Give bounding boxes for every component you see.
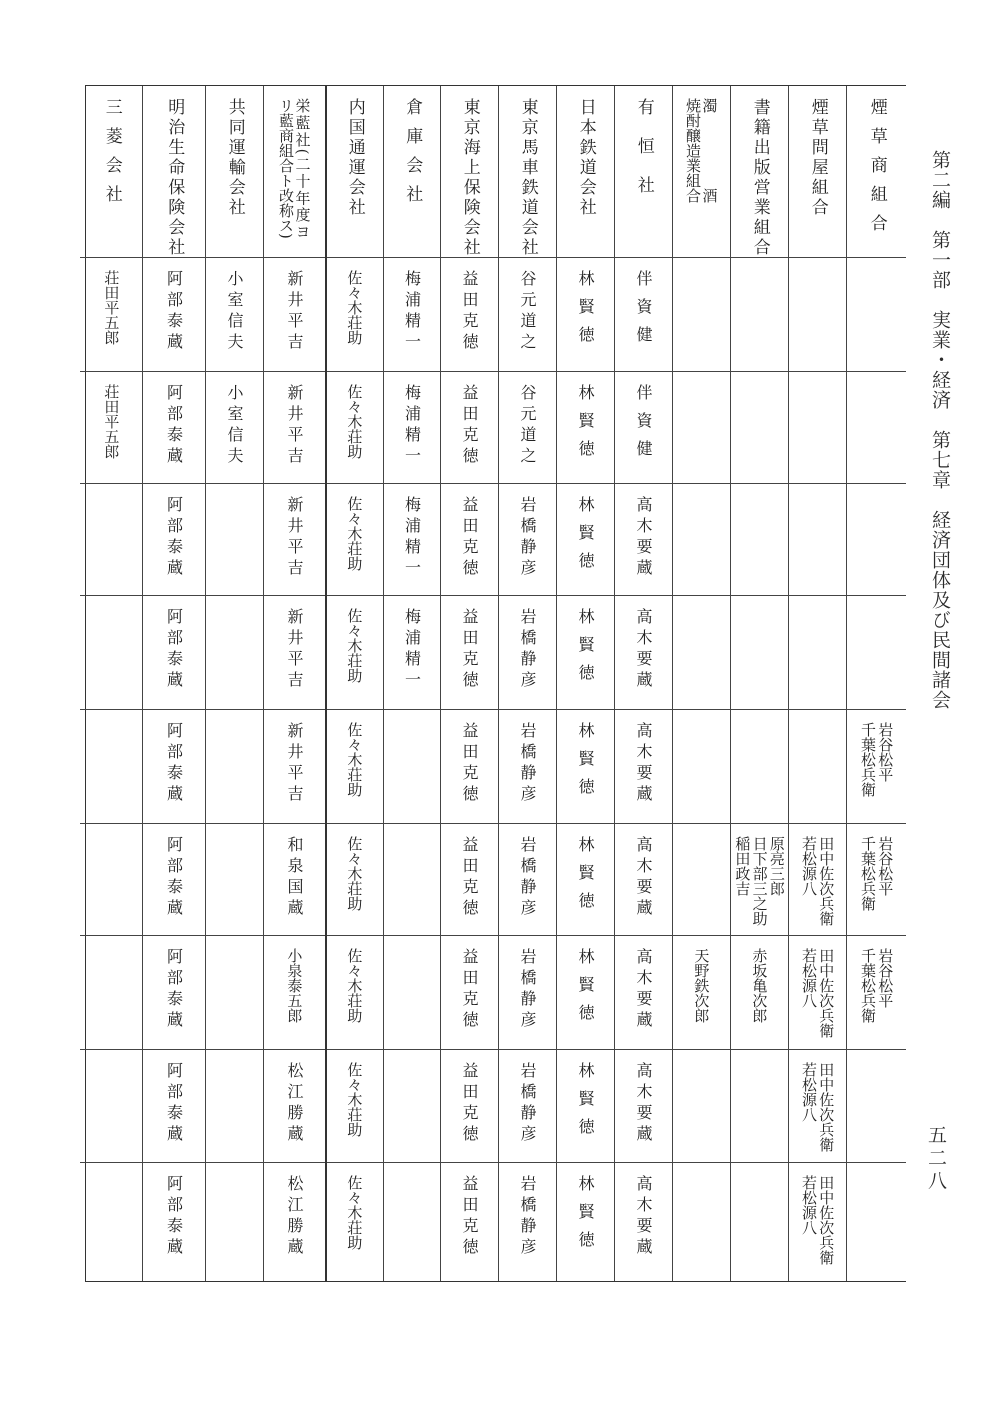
cell-name: 阿部泰蔵 bbox=[164, 948, 184, 1032]
table-cell bbox=[498, 596, 556, 710]
table-cell bbox=[263, 484, 325, 596]
table-cell bbox=[846, 372, 906, 484]
cell-name: 益田克徳 bbox=[459, 836, 479, 920]
cell-name: 岩橋静彦 bbox=[517, 722, 537, 806]
column-header-label: 有恒社 bbox=[633, 98, 654, 215]
table-column bbox=[672, 86, 731, 1281]
table-cell bbox=[142, 710, 205, 824]
table-cell bbox=[440, 372, 498, 484]
table-cell bbox=[80, 372, 142, 484]
column-header bbox=[383, 86, 440, 258]
table-cell bbox=[846, 936, 906, 1050]
table-cell bbox=[498, 936, 556, 1050]
table-cell bbox=[142, 258, 205, 372]
cell-name: 梅浦精一 bbox=[402, 608, 422, 692]
table-cell bbox=[80, 936, 142, 1050]
table-cell bbox=[672, 710, 730, 824]
cell-name: 小室信夫 bbox=[224, 270, 244, 354]
table-cell bbox=[556, 596, 614, 710]
table-cell bbox=[730, 258, 788, 372]
table-cell bbox=[672, 1050, 730, 1163]
table-cell bbox=[263, 1050, 325, 1163]
cell-name: 益田克徳 bbox=[459, 948, 479, 1032]
table-cell bbox=[672, 596, 730, 710]
cell-name: 阿部泰蔵 bbox=[164, 836, 184, 920]
table-cell bbox=[142, 596, 205, 710]
cell-name: 伴資健 bbox=[633, 270, 653, 354]
table-cell bbox=[788, 596, 846, 710]
cell-name: 益田克徳 bbox=[459, 1175, 479, 1259]
column-header-label: 三菱会社 bbox=[101, 98, 122, 214]
column-header bbox=[205, 86, 263, 258]
column-header-label: 日本鉄道会社 bbox=[575, 98, 596, 218]
table-cell bbox=[142, 824, 205, 936]
table-cell bbox=[788, 1163, 846, 1281]
cell-name: 林賢徳 bbox=[575, 384, 595, 468]
table-cell bbox=[263, 824, 325, 936]
cell-name: 岩橋静彦 bbox=[517, 1062, 537, 1146]
cell-name: 新井平吉 bbox=[284, 270, 304, 354]
table-cell bbox=[383, 596, 440, 710]
cell-name: 高木要蔵 bbox=[633, 836, 653, 920]
table-cell bbox=[440, 824, 498, 936]
column-header-label: 濁酒 焼酎醸造業組合 bbox=[684, 98, 719, 203]
cell-name: 岩橋静彦 bbox=[517, 836, 537, 920]
table-cell bbox=[730, 1163, 788, 1281]
column-header-label: 内国通運会社 bbox=[344, 98, 365, 218]
table-cell bbox=[672, 936, 730, 1050]
table-cell bbox=[325, 824, 383, 936]
table-cell bbox=[325, 1163, 383, 1281]
table-cell bbox=[383, 936, 440, 1050]
cell-name: 佐々木荘助 bbox=[345, 1062, 364, 1137]
cell-name: 阿部泰蔵 bbox=[164, 384, 184, 468]
column-header-label: 煙草商組合 bbox=[866, 98, 887, 243]
cell-name: 新井平吉 bbox=[284, 722, 304, 806]
cell-name: 田中佐次兵衛 若松源八 bbox=[800, 948, 836, 1038]
table-cell bbox=[614, 1163, 672, 1281]
table-cell bbox=[205, 824, 263, 936]
cell-name: 梅浦精一 bbox=[402, 496, 422, 580]
table-cell bbox=[383, 372, 440, 484]
cell-name: 林賢徳 bbox=[575, 948, 595, 1032]
table-cell bbox=[142, 936, 205, 1050]
cell-name: 阿部泰蔵 bbox=[164, 496, 184, 580]
cell-name: 小室信夫 bbox=[224, 384, 244, 468]
table-cell bbox=[142, 372, 205, 484]
table-cell bbox=[205, 936, 263, 1050]
table-cell bbox=[383, 484, 440, 596]
column-header-label: 共同運輸会社 bbox=[224, 98, 245, 218]
table-cell bbox=[383, 1163, 440, 1281]
cell-name: 高木要蔵 bbox=[633, 608, 653, 692]
table-cell bbox=[556, 1050, 614, 1163]
table-cell bbox=[730, 1050, 788, 1163]
cell-name: 益田克徳 bbox=[459, 384, 479, 468]
table-cell bbox=[672, 258, 730, 372]
table-cell bbox=[788, 824, 846, 936]
column-header bbox=[846, 86, 906, 258]
table-cell bbox=[498, 372, 556, 484]
column-header bbox=[788, 86, 846, 258]
column-header bbox=[440, 86, 498, 258]
table-cell bbox=[205, 596, 263, 710]
table-cell bbox=[788, 1050, 846, 1163]
cell-name: 岩谷松平 千葉松兵衛 bbox=[859, 836, 895, 911]
table-cell bbox=[846, 710, 906, 824]
table-cell bbox=[325, 258, 383, 372]
page-number: 五二八 bbox=[925, 1125, 947, 1194]
table-cell bbox=[142, 1050, 205, 1163]
table-cell bbox=[614, 372, 672, 484]
cell-name: 梅浦精一 bbox=[402, 384, 422, 468]
cell-name: 田中佐次兵衛 若松源八 bbox=[800, 1175, 836, 1265]
table-cell bbox=[788, 936, 846, 1050]
table-cell bbox=[440, 258, 498, 372]
cell-name: 佐々木荘助 bbox=[345, 384, 364, 459]
running-head: 第二編 第一部 実業・経済 第七章 経済団体及び民間諸会 bbox=[929, 150, 951, 710]
table-column bbox=[440, 86, 499, 1281]
column-header bbox=[614, 86, 672, 258]
column-header-label: 東京海上保険会社 bbox=[459, 98, 480, 258]
table-cell bbox=[614, 1050, 672, 1163]
table-cell bbox=[672, 824, 730, 936]
table-cell bbox=[556, 710, 614, 824]
table-cell bbox=[498, 1050, 556, 1163]
column-header bbox=[556, 86, 614, 258]
cell-name: 田中佐次兵衛 若松源八 bbox=[800, 1062, 836, 1152]
table-cell bbox=[440, 936, 498, 1050]
table-cell bbox=[383, 710, 440, 824]
table-cell bbox=[672, 484, 730, 596]
table-cell bbox=[788, 710, 846, 824]
cell-name: 林賢徳 bbox=[575, 608, 595, 692]
table-cell bbox=[80, 258, 142, 372]
table-cell bbox=[263, 258, 325, 372]
column-header bbox=[142, 86, 205, 258]
table-cell bbox=[80, 710, 142, 824]
cell-name: 高木要蔵 bbox=[633, 1175, 653, 1259]
table-cell bbox=[846, 258, 906, 372]
cell-name: 天野鉄次郎 bbox=[692, 948, 711, 1023]
cell-name: 益田克徳 bbox=[459, 496, 479, 580]
cell-name: 高木要蔵 bbox=[633, 948, 653, 1032]
table-column bbox=[788, 86, 847, 1281]
cell-name: 梅浦精一 bbox=[402, 270, 422, 354]
column-header bbox=[730, 86, 788, 258]
cell-name: 赤坂亀次郎 bbox=[750, 948, 769, 1023]
table-cell bbox=[80, 596, 142, 710]
table-cell bbox=[614, 596, 672, 710]
cell-name: 岩橋静彦 bbox=[517, 1175, 537, 1259]
column-header bbox=[263, 86, 325, 258]
cell-name: 松江勝蔵 bbox=[284, 1175, 304, 1259]
cell-name: 阿部泰蔵 bbox=[164, 608, 184, 692]
cell-name: 荘田平五郎 bbox=[102, 270, 121, 345]
table-column bbox=[325, 86, 384, 1281]
table-cell bbox=[263, 596, 325, 710]
cell-name: 佐々木荘助 bbox=[345, 722, 364, 797]
table-cell bbox=[498, 1163, 556, 1281]
cell-name: 松江勝蔵 bbox=[284, 1062, 304, 1146]
table-cell bbox=[205, 1163, 263, 1281]
table-cell bbox=[498, 710, 556, 824]
cell-name: 高木要蔵 bbox=[633, 1062, 653, 1146]
cell-name: 林賢徳 bbox=[575, 836, 595, 920]
table-cell bbox=[325, 1050, 383, 1163]
cell-name: 阿部泰蔵 bbox=[164, 270, 184, 354]
column-header-label: 書籍出版営業組合 bbox=[749, 98, 770, 258]
table-cell bbox=[846, 824, 906, 936]
column-header bbox=[672, 86, 730, 258]
table-cell bbox=[263, 710, 325, 824]
table-cell bbox=[672, 1163, 730, 1281]
cell-name: 小泉泰五郎 bbox=[285, 948, 304, 1023]
cell-name: 岩谷松平 千葉松兵衛 bbox=[859, 948, 895, 1023]
cell-name: 益田克徳 bbox=[459, 722, 479, 806]
table-cell bbox=[440, 1050, 498, 1163]
table-cell bbox=[730, 936, 788, 1050]
table-cell bbox=[788, 258, 846, 372]
table-cell bbox=[263, 1163, 325, 1281]
table-cell bbox=[614, 710, 672, 824]
table-cell bbox=[440, 484, 498, 596]
column-header bbox=[325, 86, 383, 258]
table-cell bbox=[383, 1050, 440, 1163]
table-column bbox=[383, 86, 441, 1281]
table-cell bbox=[846, 484, 906, 596]
table-column bbox=[614, 86, 673, 1281]
cell-name: 林賢徳 bbox=[575, 496, 595, 580]
cell-name: 原亮三郎 日下部三之助 稲田政吉 bbox=[733, 836, 786, 926]
cell-name: 佐々木荘助 bbox=[345, 496, 364, 571]
table-column bbox=[263, 86, 327, 1281]
column-header-label: 栄藍社(二十年度ヨ リ藍商組合ト改称ス) bbox=[277, 98, 312, 239]
cell-name: 佐々木荘助 bbox=[345, 270, 364, 345]
table-cell bbox=[730, 710, 788, 824]
table-cell bbox=[80, 824, 142, 936]
table-cell bbox=[383, 824, 440, 936]
table-cell bbox=[142, 1163, 205, 1281]
table-cell bbox=[205, 372, 263, 484]
officers-table bbox=[85, 85, 906, 1282]
cell-name: 阿部泰蔵 bbox=[164, 1062, 184, 1146]
table-cell bbox=[80, 484, 142, 596]
table-cell bbox=[205, 258, 263, 372]
cell-name: 谷元道之 bbox=[517, 384, 537, 468]
table-cell bbox=[730, 824, 788, 936]
table-cell bbox=[325, 710, 383, 824]
cell-name: 阿部泰蔵 bbox=[164, 1175, 184, 1259]
column-header-label: 倉庫会社 bbox=[402, 98, 423, 214]
cell-name: 林賢徳 bbox=[575, 270, 595, 354]
table-cell bbox=[383, 258, 440, 372]
table-cell bbox=[325, 484, 383, 596]
cell-name: 佐々木荘助 bbox=[345, 1175, 364, 1250]
table-cell bbox=[263, 372, 325, 484]
table-cell bbox=[325, 936, 383, 1050]
column-header-label: 東京馬車鉄道会社 bbox=[517, 98, 538, 258]
table-cell bbox=[498, 258, 556, 372]
table-cell bbox=[80, 1050, 142, 1163]
table-cell bbox=[788, 484, 846, 596]
table-cell bbox=[556, 936, 614, 1050]
cell-name: 田中佐次兵衛 若松源八 bbox=[800, 836, 836, 926]
table-cell bbox=[440, 596, 498, 710]
table-column bbox=[730, 86, 789, 1281]
table-cell bbox=[498, 484, 556, 596]
cell-name: 荘田平五郎 bbox=[102, 384, 121, 459]
cell-name: 佐々木荘助 bbox=[345, 608, 364, 683]
table-cell bbox=[556, 484, 614, 596]
table-cell bbox=[498, 824, 556, 936]
table-cell bbox=[672, 372, 730, 484]
cell-name: 益田克徳 bbox=[459, 608, 479, 692]
table-cell bbox=[440, 1163, 498, 1281]
table-cell bbox=[846, 596, 906, 710]
cell-name: 益田克徳 bbox=[459, 1062, 479, 1146]
table-cell bbox=[846, 1163, 906, 1281]
table-cell bbox=[263, 936, 325, 1050]
table-cell bbox=[730, 484, 788, 596]
cell-name: 谷元道之 bbox=[517, 270, 537, 354]
cell-name: 和泉国蔵 bbox=[284, 836, 304, 920]
table-cell bbox=[205, 710, 263, 824]
column-header-label: 明治生命保険会社 bbox=[164, 98, 185, 258]
table-column bbox=[556, 86, 615, 1281]
cell-name: 佐々木荘助 bbox=[345, 836, 364, 911]
cell-name: 新井平吉 bbox=[284, 496, 304, 580]
table-cell bbox=[142, 484, 205, 596]
table-column bbox=[498, 86, 557, 1281]
cell-name: 林賢徳 bbox=[575, 722, 595, 806]
cell-name: 新井平吉 bbox=[284, 384, 304, 468]
table-cell bbox=[556, 372, 614, 484]
cell-name: 伴資健 bbox=[633, 384, 653, 468]
cell-name: 益田克徳 bbox=[459, 270, 479, 354]
column-header bbox=[80, 86, 142, 258]
cell-name: 岩橋静彦 bbox=[517, 608, 537, 692]
table-cell bbox=[205, 484, 263, 596]
cell-name: 阿部泰蔵 bbox=[164, 722, 184, 806]
cell-name: 岩橋静彦 bbox=[517, 948, 537, 1032]
cell-name: 林賢徳 bbox=[575, 1062, 595, 1146]
table-cell bbox=[614, 258, 672, 372]
cell-name: 林賢徳 bbox=[575, 1175, 595, 1259]
table-cell bbox=[80, 1163, 142, 1281]
table-column bbox=[846, 86, 906, 1281]
table-column bbox=[80, 86, 143, 1281]
cell-name: 岩谷松平 千葉松兵衛 bbox=[859, 722, 895, 797]
table-cell bbox=[846, 1050, 906, 1163]
cell-name: 高木要蔵 bbox=[633, 496, 653, 580]
table-cell bbox=[556, 824, 614, 936]
table-cell bbox=[614, 484, 672, 596]
table-cell bbox=[614, 936, 672, 1050]
table-cell bbox=[440, 710, 498, 824]
table-column bbox=[205, 86, 264, 1281]
cell-name: 高木要蔵 bbox=[633, 722, 653, 806]
table-cell bbox=[556, 258, 614, 372]
table-cell bbox=[325, 596, 383, 710]
table-column bbox=[142, 86, 206, 1281]
table-cell bbox=[556, 1163, 614, 1281]
cell-name: 新井平吉 bbox=[284, 608, 304, 692]
table-cell bbox=[730, 372, 788, 484]
column-header bbox=[498, 86, 556, 258]
table-cell bbox=[788, 372, 846, 484]
table-cell bbox=[325, 372, 383, 484]
cell-name: 岩橋静彦 bbox=[517, 496, 537, 580]
cell-name: 佐々木荘助 bbox=[345, 948, 364, 1023]
table-cell bbox=[205, 1050, 263, 1163]
table-cell bbox=[614, 824, 672, 936]
column-header-label: 煙草問屋組合 bbox=[807, 98, 828, 218]
table-cell bbox=[730, 596, 788, 710]
